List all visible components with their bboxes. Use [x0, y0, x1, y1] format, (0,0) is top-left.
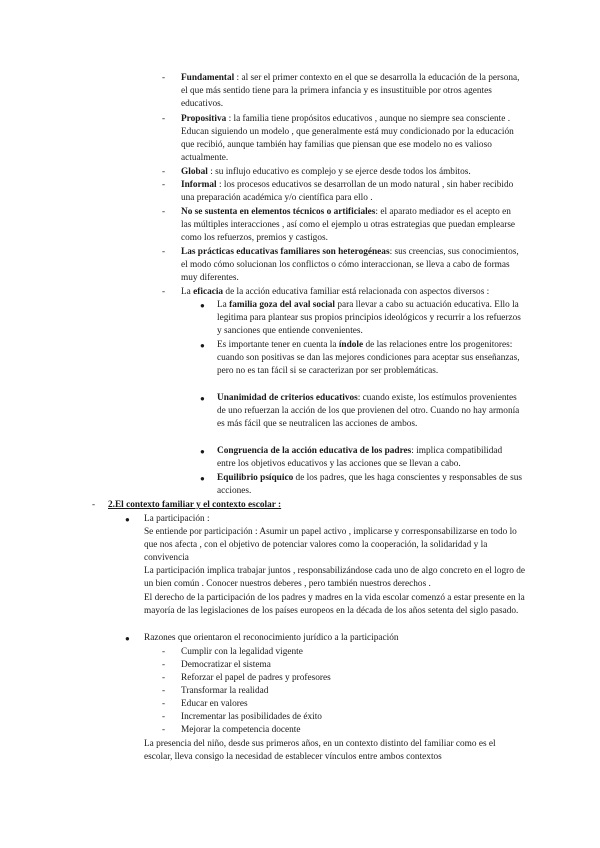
- term: índole: [338, 340, 364, 350]
- bullet-marker: ●: [200, 474, 205, 483]
- paragraph: Se entiende por participación : Asumir un papel activo , implicarse y corresponsabilizarse en todo lo que nos afecta , con el objetivo de potenciar valores como la cooperación, la solidaridad y la convivencia: [144, 527, 517, 564]
- bullet-marker: ●: [125, 634, 130, 643]
- bullet-marker: ●: [200, 447, 205, 456]
- efficacy-intro: [181, 286, 521, 299]
- list-item: [181, 646, 521, 659]
- paragraph: La presencia del niño, desde sus primeros años, en un contexto distinto del familiar como es el escolar, lleva consigo la necesidad de establecer vínculos entre ambos contextos: [144, 739, 496, 763]
- reasons-title: [144, 632, 526, 645]
- definition: para llevar a cabo su actuación educativa. Ello la legitima para plantear sus propios principios ideológicos y recurrir a los refuerzos y sanciones que entiende convenientes.: [217, 300, 521, 337]
- reason-text: Transformar la realidad: [181, 686, 269, 696]
- heading-text: 2.El contexto familiar y el contexto escolar :: [108, 500, 282, 510]
- list-item: [181, 659, 521, 672]
- term: Propositiva: [181, 114, 227, 124]
- bullet-marker: ●: [125, 515, 130, 524]
- dash-marker: -: [162, 647, 166, 657]
- bullet-marker: ●: [200, 301, 205, 310]
- reason-text: Democratizar el sistema: [181, 660, 271, 670]
- list-item: [181, 246, 521, 285]
- list-item: [181, 698, 521, 711]
- definition: : cuando existe, los estímulos provenientes de uno refuerzan la acción de los que provienen del otro. Cuando no hay armonía es más fácil que se neutralicen las acciones de ambos.: [217, 393, 520, 430]
- list-item: [181, 711, 521, 724]
- dash-marker: -: [162, 699, 166, 709]
- term: Congruencia de la acción educativa de los padres: [217, 446, 412, 456]
- section-heading: [108, 499, 488, 512]
- bullet-marker: ●: [200, 394, 205, 403]
- term: No se sustenta en elementos técnicos o artificiales: [181, 207, 376, 217]
- item-pre: La: [217, 300, 230, 310]
- definition: : su influjo educativo es complejo y se ejerce desde todos los ámbitos.: [207, 167, 471, 177]
- list-item: [181, 113, 521, 165]
- term: eficacia: [193, 287, 224, 297]
- reasons-title-text: Razones que orientaron el reconocimiento jurídico a la participación: [144, 633, 399, 643]
- list-item: [217, 339, 522, 378]
- term: Informal: [181, 180, 217, 190]
- dash-marker: -: [92, 500, 96, 510]
- paragraph: El derecho de la participación de los padres y madres en la vida escolar comenzó a estar presente en la mayoría de las legislaciones de los países europeos en la década de los años setenta del siglo pasado.: [144, 592, 525, 616]
- closing-paragraph: [144, 738, 526, 764]
- definition: : la familia tiene propósitos educativos , aunque no siempre sea consciente . Educan siguiendo un modelo , que generalmente está muy condicionado por la educación que recibió, aunque también hay familias que piensan que ese modelo no es valioso actualmente.: [181, 114, 514, 164]
- item-pre: Es importante tener en cuenta la: [217, 340, 339, 350]
- list-item: [181, 166, 521, 179]
- definition: : al ser el primer contexto en el que se desarrolla la educación de la persona, el que más sentido tiene para la primera infancia y es insustituible por otros agentes educativos.: [181, 73, 520, 110]
- reason-text: Reforzar el papel de padres y profesores: [181, 673, 331, 683]
- dash-marker: -: [162, 114, 166, 124]
- term: Global: [181, 167, 208, 177]
- definition: de los padres, que les haga conscientes y responsables de sus acciones.: [217, 473, 522, 497]
- dash-marker: -: [162, 673, 166, 683]
- dash-marker: -: [162, 660, 166, 670]
- dash-marker: -: [162, 180, 166, 190]
- list-item: [181, 724, 521, 737]
- efficacy-post: de la acción educativa familiar está relacionada con aspectos diversos :: [223, 287, 490, 297]
- definition: de las relaciones entre los progenitores: cuando son positivas se dan las mejores condiciones para aceptar sus enseñanzas, pero no es tan fácil si se caracterizan por ser problemáticas.: [217, 340, 520, 377]
- dash-marker: -: [162, 247, 166, 257]
- dash-marker: -: [162, 712, 166, 722]
- dash-marker: -: [162, 73, 166, 83]
- list-item: [181, 179, 521, 205]
- term: Las prácticas educativas familiares son heterogéneas: [181, 247, 390, 257]
- reason-text: Incrementar las posibilidades de éxito: [181, 712, 322, 722]
- participation-block: [144, 513, 526, 618]
- reason-text: Cumplir con la legalidad vigente: [181, 647, 303, 657]
- list-item: [217, 445, 522, 471]
- definition: : el aparato mediador es el acepto en las múltiples interacciones , así como el ejemplo u otras estrategias que puedan emplearse como los refuerzos, premios y castigos.: [181, 207, 516, 244]
- dash-marker: -: [162, 725, 166, 735]
- definition: : los procesos educativos se desarrollan de un modo natural , sin haber recibido una preparación académica y/o científica para ello .: [181, 180, 514, 204]
- list-item: [217, 472, 522, 498]
- dash-marker: -: [162, 686, 166, 696]
- definition: : implica compatibilidad entre los objetivos educativos y las acciones que se llevan a cabo.: [217, 446, 503, 470]
- reason-text: Mejorar la competencia docente: [181, 725, 301, 735]
- list-item: [217, 392, 522, 431]
- dash-marker: -: [162, 207, 166, 217]
- paragraph: La participación implica trabajar juntos , responsabilizándose cada uno de algo concreto en el logro de un bien común . Conocer nuestros deberes , pero también nuestros derechos .: [144, 566, 526, 590]
- list-item: [181, 685, 521, 698]
- participation-title: La participación :: [144, 514, 210, 524]
- dash-marker: -: [162, 287, 166, 297]
- bullet-marker: ●: [200, 341, 205, 350]
- list-item: [217, 299, 522, 338]
- list-item: [181, 672, 521, 685]
- term: Fundamental: [181, 73, 235, 83]
- term: Equilibrio psíquico: [217, 473, 294, 483]
- term: familia goza del aval social: [229, 300, 336, 310]
- term: Unanimidad de criterios educativos: [217, 393, 358, 403]
- list-item: [181, 72, 521, 111]
- reason-text: Educar en valores: [181, 699, 248, 709]
- dash-marker: -: [162, 167, 166, 177]
- efficacy-pre: La: [181, 287, 194, 297]
- list-item: [181, 206, 521, 245]
- definition: : sus creencias, sus conocimientos, el modo cómo solucionan los conflictos o cómo interaccionan, se lleva a cabo de formas muy diferentes.: [181, 247, 519, 284]
